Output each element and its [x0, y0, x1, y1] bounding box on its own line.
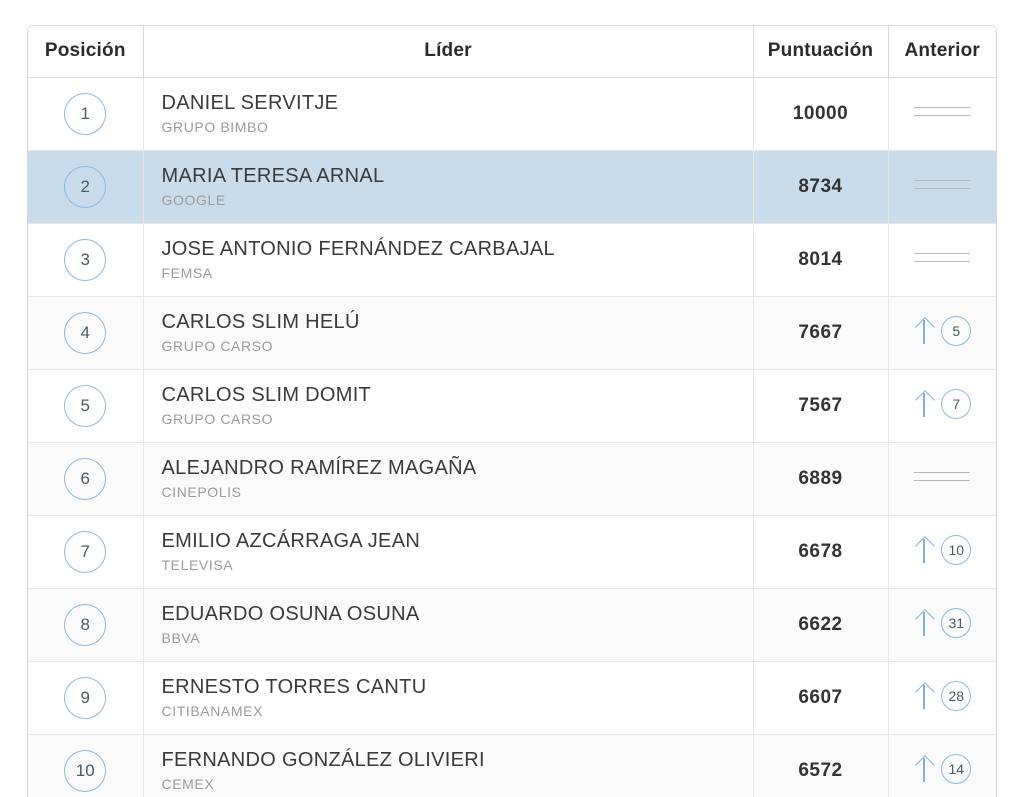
- header-row: [28, 26, 996, 78]
- table-row[interactable]: [28, 589, 996, 662]
- leader-name: JOSE ANTONIO FERNÁNDEZ CARBAJAL: [161, 237, 555, 260]
- leader-name: EMILIO AZCÁRRAGA JEAN: [161, 529, 421, 552]
- leader-name: DANIEL SERVITJE: [161, 91, 339, 114]
- previous-indicator: [914, 100, 970, 123]
- position-badge: 8: [64, 604, 106, 646]
- equal-lines-icon: [914, 100, 970, 123]
- cell-score: [753, 516, 888, 589]
- position-badge: 7: [64, 531, 106, 573]
- leaderboard-table: [28, 26, 996, 797]
- score-value: 7667: [798, 322, 843, 343]
- table-row[interactable]: [28, 516, 996, 589]
- column-header-previous: Anterior: [888, 26, 996, 78]
- leader-name: FERNANDO GONZÁLEZ OLIVIERI: [161, 748, 485, 771]
- arrow-up-icon: [913, 389, 935, 419]
- arrow-up-icon: [913, 681, 935, 711]
- column-header-leader: Líder: [143, 26, 753, 78]
- table-row[interactable]: [28, 662, 996, 735]
- position-badge: 4: [64, 312, 106, 354]
- cell-leader: [143, 78, 753, 151]
- cell-previous: [888, 370, 996, 443]
- cell-score: [753, 589, 888, 662]
- table-row[interactable]: [28, 443, 996, 516]
- score-value: 6607: [798, 687, 843, 708]
- score-value: 10000: [792, 103, 849, 124]
- position-badge: 10: [64, 750, 106, 792]
- arrow-up-icon: [913, 754, 935, 784]
- table-row[interactable]: [28, 370, 996, 443]
- previous-position-badge: 31: [941, 608, 971, 638]
- position-badge: 5: [64, 385, 106, 427]
- leaderboard-table-container: [27, 25, 997, 797]
- cell-score: [753, 370, 888, 443]
- previous-position-badge: 10: [941, 535, 971, 565]
- previous-indicator: [914, 246, 970, 269]
- score-value: 7567: [798, 395, 843, 416]
- equal-lines-icon: [914, 246, 970, 269]
- cell-score: [753, 151, 888, 224]
- table-header: [28, 26, 996, 78]
- previous-position-badge: 5: [941, 316, 971, 346]
- previous-indicator: [913, 754, 971, 784]
- leader-company: GOOGLE: [161, 191, 226, 208]
- position-badge: 6: [64, 458, 106, 500]
- arrow-up-icon: [913, 535, 935, 565]
- cell-previous: [888, 297, 996, 370]
- cell-leader: [143, 662, 753, 735]
- leader-company: GRUPO CARSO: [161, 410, 274, 427]
- cell-score: [753, 443, 888, 516]
- cell-position: [28, 735, 143, 797]
- cell-leader: [143, 516, 753, 589]
- column-header-score: Puntuación: [753, 26, 888, 78]
- cell-previous: [888, 78, 996, 151]
- previous-indicator: [913, 389, 971, 419]
- table-row[interactable]: [28, 151, 996, 224]
- table-row[interactable]: [28, 224, 996, 297]
- cell-position: [28, 224, 143, 297]
- cell-position: [28, 370, 143, 443]
- previous-indicator: [913, 681, 971, 711]
- cell-leader: [143, 370, 753, 443]
- previous-indicator: [914, 465, 970, 488]
- cell-position: [28, 151, 143, 224]
- cell-leader: [143, 443, 753, 516]
- previous-position-badge: 7: [941, 389, 971, 419]
- cell-leader: [143, 735, 753, 797]
- cell-score: [753, 662, 888, 735]
- position-badge: 9: [64, 677, 106, 719]
- cell-previous: [888, 443, 996, 516]
- cell-score: [753, 224, 888, 297]
- cell-position: [28, 516, 143, 589]
- previous-position-badge: 28: [941, 681, 971, 711]
- leader-name: ALEJANDRO RAMÍREZ MAGAÑA: [161, 456, 477, 479]
- score-value: 8734: [798, 176, 843, 197]
- score-value: 6622: [798, 614, 843, 635]
- cell-previous: [888, 516, 996, 589]
- score-value: 6889: [798, 468, 843, 489]
- cell-leader: [143, 297, 753, 370]
- cell-previous: [888, 151, 996, 224]
- previous-indicator: [913, 535, 971, 565]
- previous-position-badge: 14: [941, 754, 971, 784]
- cell-score: [753, 735, 888, 797]
- leader-company: BBVA: [161, 629, 201, 646]
- table-row[interactable]: [28, 78, 996, 151]
- cell-leader: [143, 151, 753, 224]
- cell-previous: [888, 224, 996, 297]
- cell-position: [28, 662, 143, 735]
- leader-company: FEMSA: [161, 264, 213, 281]
- cell-position: [28, 297, 143, 370]
- cell-score: [753, 297, 888, 370]
- table-body: [28, 78, 996, 797]
- equal-lines-icon: [914, 465, 970, 488]
- position-badge: 3: [64, 239, 106, 281]
- table-row[interactable]: [28, 735, 996, 797]
- previous-indicator: [914, 173, 970, 196]
- leader-company: GRUPO CARSO: [161, 337, 274, 354]
- leader-name: EDUARDO OSUNA OSUNA: [161, 602, 420, 625]
- previous-indicator: [913, 316, 971, 346]
- column-header-position: Posición: [28, 26, 143, 78]
- cell-leader: [143, 224, 753, 297]
- leader-company: CITIBANAMEX: [161, 702, 264, 719]
- leader-company: GRUPO BIMBO: [161, 118, 269, 135]
- leader-company: CINEPOLIS: [161, 483, 242, 500]
- cell-previous: [888, 589, 996, 662]
- cell-previous: [888, 662, 996, 735]
- score-value: 6572: [798, 760, 843, 781]
- previous-indicator: [913, 608, 971, 638]
- arrow-up-icon: [913, 316, 935, 346]
- cell-leader: [143, 589, 753, 662]
- score-value: 6678: [798, 541, 843, 562]
- cell-score: [753, 78, 888, 151]
- position-badge: 2: [64, 166, 106, 208]
- position-badge: 1: [64, 93, 106, 135]
- cell-position: [28, 78, 143, 151]
- leader-name: CARLOS SLIM HELÚ: [161, 310, 360, 333]
- equal-lines-icon: [914, 173, 970, 196]
- leader-company: CEMEX: [161, 775, 215, 792]
- leader-name: MARIA TERESA ARNAL: [161, 164, 385, 187]
- table-row[interactable]: [28, 297, 996, 370]
- cell-position: [28, 589, 143, 662]
- leader-name: ERNESTO TORRES CANTU: [161, 675, 427, 698]
- leader-company: TELEVISA: [161, 556, 234, 573]
- score-value: 8014: [798, 249, 843, 270]
- leader-name: CARLOS SLIM DOMIT: [161, 383, 372, 406]
- arrow-up-icon: [913, 608, 935, 638]
- cell-previous: [888, 735, 996, 797]
- cell-position: [28, 443, 143, 516]
